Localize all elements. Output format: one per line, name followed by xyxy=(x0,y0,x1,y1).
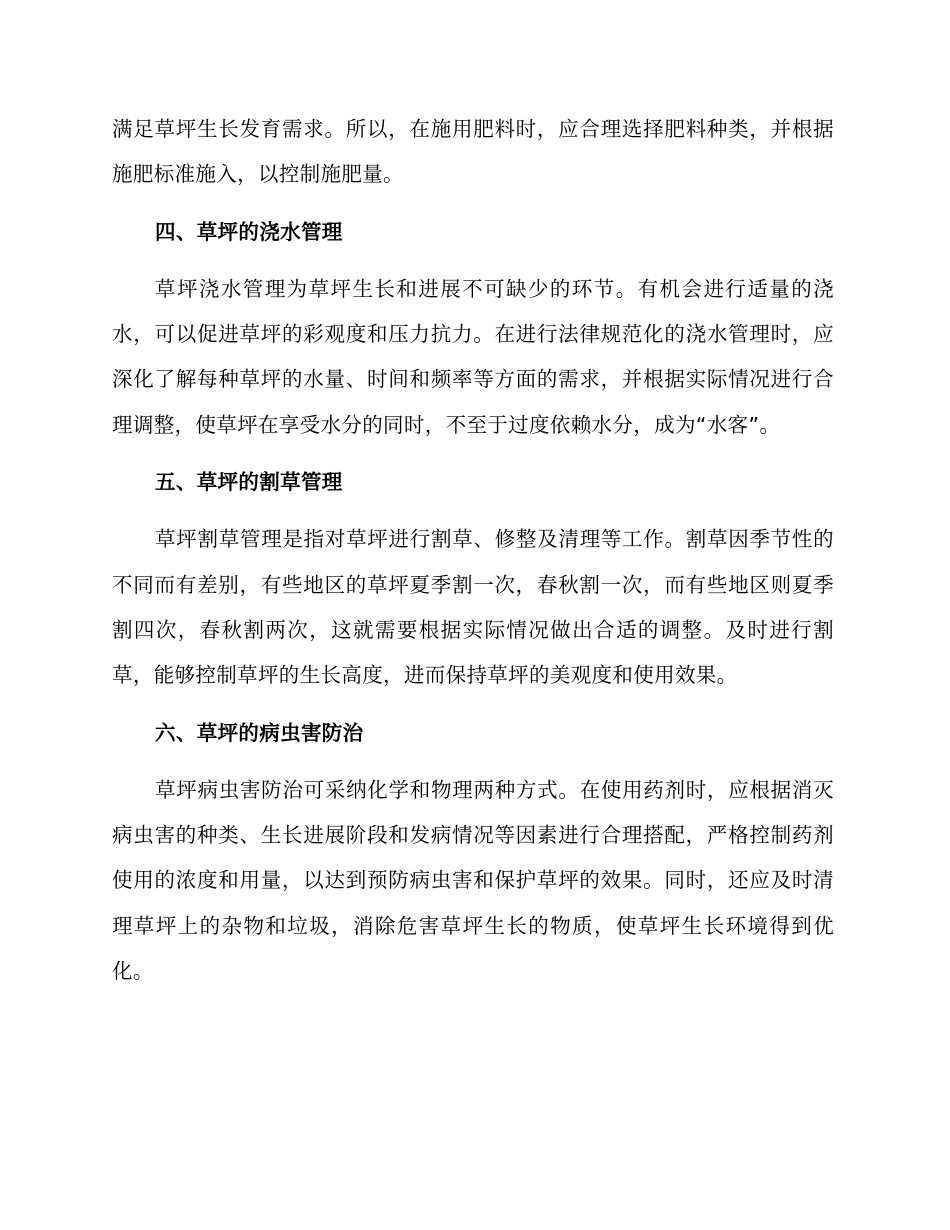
section-watering xyxy=(112,210,834,448)
spacer xyxy=(112,255,834,267)
section-pest-control xyxy=(112,711,834,995)
section-paragraph-mowing: 草坪割草管理是指对草坪进行割草、修整及清理等工作。割草因季节性的不同而有差别，有些地区的草坪夏季割一次，春秋割一次，而有些地区则夏季割四次，春秋割两次，这就需要根据实际情况做出合适的调整。及时进行割草，能够控制草坪的生长高度，进而保持草坪的美观度和使用效果。 xyxy=(112,527,834,688)
section-heading-watering: 四、草坪的浇水管理 xyxy=(155,219,343,244)
intro-paragraph: 满足草坪生长发育需求。所以，在施用肥料时，应合理选择肥料种类，并根据施肥标准施入，以控制施肥量。 xyxy=(112,117,834,187)
section-heading-mowing: 五、草坪的割草管理 xyxy=(155,470,343,495)
spacer xyxy=(112,505,834,517)
section-mowing xyxy=(112,460,834,698)
spacer xyxy=(112,756,834,768)
section-heading-pest-control: 六、草坪的病虫害防治 xyxy=(155,720,364,745)
section-paragraph-watering: 草坪浇水管理为草坪生长和进展不可缺少的环节。有机会进行适量的浇水，可以促进草坪的彩观度和压力抗力。在进行法律规范化的浇水管理时，应深化了解每种草坪的水量、时间和频率等方面的需求，并根据实际情况进行合理调整，使草坪在享受水分的同时，不至于过度依赖水分，成为“水客”。 xyxy=(112,276,834,437)
document-page xyxy=(112,107,834,994)
section-paragraph-pest-control: 草坪病虫害防治可采纳化学和物理两种方式。在使用药剂时，应根据消灭病虫害的种类、生长进展阶段和发病情况等因素进行合理搭配，严格控制药剂使用的浓度和用量，以达到预防病虫害和保护草坪的效果。同时，还应及时清理草坪上的杂物和垃圾，消除危害草坪生长的物质，使草坪生长环境得到优化。 xyxy=(112,777,834,984)
